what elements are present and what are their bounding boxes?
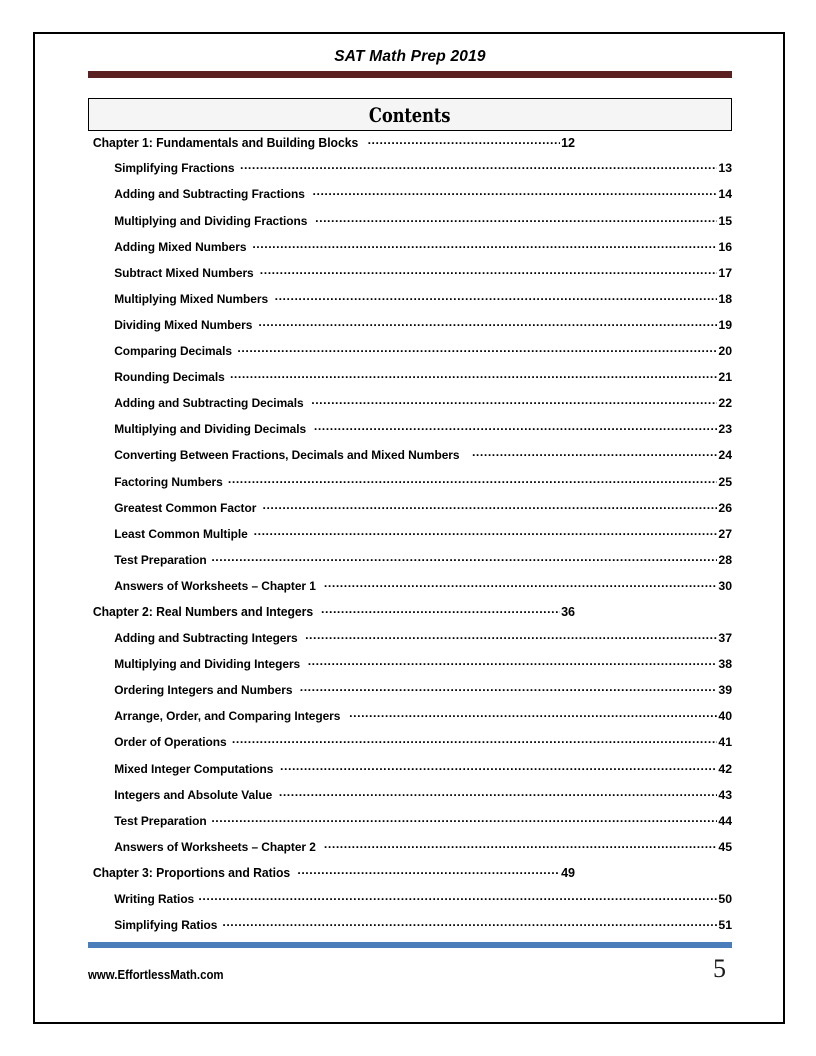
toc-entry-page-number: 51 — [718, 918, 732, 933]
toc-dot-leader — [324, 578, 718, 590]
toc-entry-page-number: 19 — [718, 317, 732, 332]
toc-section-row[interactable] — [88, 447, 732, 473]
toc-entry-page-number: 17 — [718, 265, 732, 280]
toc-section-row[interactable] — [88, 473, 732, 499]
toc-entry-page-number: 20 — [718, 344, 732, 359]
toc-entry-label: Converting Between Fractions, Decimals and Mixed Numbers — [114, 448, 460, 463]
toc-chapter-row[interactable] — [88, 865, 732, 891]
table-of-contents-list — [88, 134, 732, 943]
toc-dot-leader — [240, 160, 717, 172]
toc-dot-leader — [311, 395, 717, 407]
toc-entry-label: Ordering Integers and Numbers — [114, 683, 293, 698]
toc-dot-leader — [230, 369, 717, 381]
toc-entry-label: Integers and Absolute Value — [114, 787, 273, 802]
toc-section-row[interactable] — [88, 734, 732, 760]
toc-entry-label: Rounding Decimals — [114, 370, 225, 385]
toc-entry-page-number: 13 — [718, 161, 732, 176]
toc-dot-leader — [472, 447, 717, 459]
toc-section-row[interactable] — [88, 525, 732, 551]
toc-entry-label: Chapter 2: Real Numbers and Integers — [92, 605, 314, 620]
toc-dot-leader — [254, 525, 718, 537]
toc-entry-label: Multiplying and Dividing Decimals — [114, 422, 307, 437]
toc-entry-label: Simplifying Fractions — [114, 161, 235, 176]
toc-entry-page-number: 40 — [718, 709, 732, 724]
page-footer — [88, 942, 732, 982]
toc-entry-page-number: 27 — [718, 526, 732, 541]
toc-entry-page-number: 23 — [718, 422, 732, 437]
toc-entry-page-number: 39 — [718, 683, 732, 698]
toc-entry-page-number: 26 — [718, 500, 732, 515]
toc-entry-page-number: 42 — [718, 761, 732, 776]
toc-entry-page-number: 22 — [718, 396, 732, 411]
toc-entry-page-number: 36 — [561, 605, 575, 620]
toc-entry-label: Factoring Numbers — [114, 474, 223, 489]
toc-dot-leader — [279, 786, 718, 798]
toc-section-row[interactable] — [88, 264, 732, 290]
toc-entry-page-number: 49 — [561, 866, 575, 881]
toc-entry-label: Least Common Multiple — [114, 526, 248, 541]
toc-entry-label: Simplifying Ratios — [114, 918, 218, 933]
toc-entry-label: Subtract Mixed Numbers — [114, 265, 254, 280]
toc-entry-page-number: 50 — [718, 892, 732, 907]
toc-entry-label: Dividing Mixed Numbers — [114, 317, 253, 332]
toc-section-row[interactable] — [88, 708, 732, 734]
toc-entry-label: Multiplying and Dividing Fractions — [114, 213, 308, 228]
toc-section-row[interactable] — [88, 552, 732, 578]
toc-entry-label: Test Preparation — [114, 552, 207, 567]
toc-entry-page-number: 38 — [718, 657, 732, 672]
toc-entry-label: Adding and Subtracting Decimals — [114, 396, 304, 411]
toc-dot-leader — [321, 604, 560, 617]
toc-entry-label: Answers of Worksheets – Chapter 2 — [114, 839, 316, 854]
toc-section-row[interactable] — [88, 682, 732, 708]
toc-dot-leader — [237, 343, 717, 355]
toc-dot-leader — [211, 812, 717, 824]
toc-section-row[interactable] — [88, 656, 732, 682]
toc-section-row[interactable] — [88, 839, 732, 865]
toc-entry-page-number: 43 — [718, 787, 732, 802]
toc-dot-leader — [305, 630, 717, 642]
toc-entry-page-number: 28 — [718, 552, 732, 567]
footer-content-row — [88, 956, 732, 982]
footer-divider-rule — [88, 942, 732, 948]
toc-dot-leader — [260, 264, 718, 276]
toc-entry-label: Writing Ratios — [114, 892, 195, 907]
toc-dot-leader — [222, 917, 717, 929]
toc-dot-leader — [252, 238, 717, 250]
toc-entry-page-number: 18 — [718, 291, 732, 306]
toc-entry-page-number: 25 — [718, 474, 732, 489]
toc-entry-label: Order of Operations — [114, 735, 227, 750]
toc-section-row[interactable] — [88, 186, 732, 212]
toc-section-row[interactable] — [88, 499, 732, 525]
toc-entry-page-number: 37 — [718, 631, 732, 646]
toc-entry-page-number: 12 — [561, 135, 575, 150]
toc-entry-label: Multiplying and Dividing Integers — [114, 657, 301, 672]
toc-dot-leader — [258, 317, 717, 329]
toc-dot-leader — [314, 421, 718, 433]
toc-entry-label: Arrange, Order, and Comparing Integers — [114, 709, 341, 724]
header-divider-rule — [88, 71, 732, 78]
toc-dot-leader — [308, 656, 718, 668]
toc-dot-leader — [228, 473, 718, 485]
toc-entry-label: Adding and Subtracting Fractions — [114, 187, 305, 202]
toc-section-row[interactable] — [88, 891, 732, 917]
toc-section-row[interactable] — [88, 812, 732, 838]
contents-heading: Contents — [369, 102, 451, 127]
toc-section-row[interactable] — [88, 786, 732, 812]
toc-section-row[interactable] — [88, 760, 732, 786]
toc-section-row[interactable] — [88, 212, 732, 238]
toc-dot-leader — [368, 134, 561, 147]
toc-section-row[interactable] — [88, 160, 732, 186]
toc-entry-label: Adding Mixed Numbers — [114, 239, 247, 254]
toc-entry-label: Greatest Common Factor — [114, 500, 257, 515]
toc-dot-leader — [349, 708, 717, 720]
toc-entry-label: Answers of Worksheets – Chapter 1 — [114, 578, 316, 593]
toc-chapter-row[interactable] — [88, 134, 732, 160]
page-sheet — [33, 32, 785, 1024]
toc-chapter-row[interactable] — [88, 604, 732, 630]
toc-dot-leader — [211, 552, 717, 564]
toc-dot-leader — [297, 865, 560, 878]
toc-entry-label: Chapter 1: Fundamentals and Building Blocks — [92, 135, 359, 150]
toc-dot-leader — [280, 760, 717, 772]
toc-entry-label: Adding and Subtracting Integers — [114, 631, 298, 646]
page-number: 5 — [713, 954, 726, 983]
toc-entry-page-number: 41 — [718, 735, 732, 750]
toc-section-row[interactable] — [88, 421, 732, 447]
toc-entry-page-number: 15 — [718, 213, 732, 228]
toc-section-row[interactable] — [88, 369, 732, 395]
toc-dot-leader — [232, 734, 718, 746]
toc-dot-leader — [324, 839, 718, 851]
toc-section-row[interactable] — [88, 630, 732, 656]
toc-dot-leader — [198, 891, 717, 903]
toc-dot-leader — [263, 499, 718, 511]
toc-entry-label: Mixed Integer Computations — [114, 761, 274, 776]
toc-section-row[interactable] — [88, 917, 732, 943]
toc-entry-page-number: 24 — [718, 448, 732, 463]
toc-entry-label: Test Preparation — [114, 813, 207, 828]
toc-dot-leader — [313, 186, 718, 198]
toc-entry-page-number: 45 — [718, 839, 732, 854]
toc-entry-label: Multiplying Mixed Numbers — [114, 291, 269, 306]
toc-section-row[interactable] — [88, 343, 732, 369]
running-header — [88, 48, 732, 78]
toc-section-row[interactable] — [88, 578, 732, 604]
toc-entry-label: Chapter 3: Proportions and Ratios — [92, 866, 291, 881]
toc-entry-page-number: 21 — [718, 370, 732, 385]
toc-section-row[interactable] — [88, 317, 732, 343]
toc-section-row[interactable] — [88, 291, 732, 317]
toc-section-row[interactable] — [88, 395, 732, 421]
toc-entry-page-number: 14 — [718, 187, 732, 202]
book-title: SAT Math Prep 2019 — [334, 48, 486, 65]
toc-entry-page-number: 44 — [718, 813, 732, 828]
toc-dot-leader — [275, 291, 718, 303]
toc-section-row[interactable] — [88, 238, 732, 264]
toc-entry-page-number: 30 — [718, 578, 732, 593]
toc-dot-leader — [315, 212, 717, 224]
toc-entry-label: Comparing Decimals — [114, 344, 232, 359]
toc-dot-leader — [300, 682, 718, 694]
toc-entry-page-number: 16 — [718, 239, 732, 254]
website-link[interactable]: www.EffortlessMath.com — [88, 967, 224, 982]
contents-title-box — [88, 98, 732, 131]
